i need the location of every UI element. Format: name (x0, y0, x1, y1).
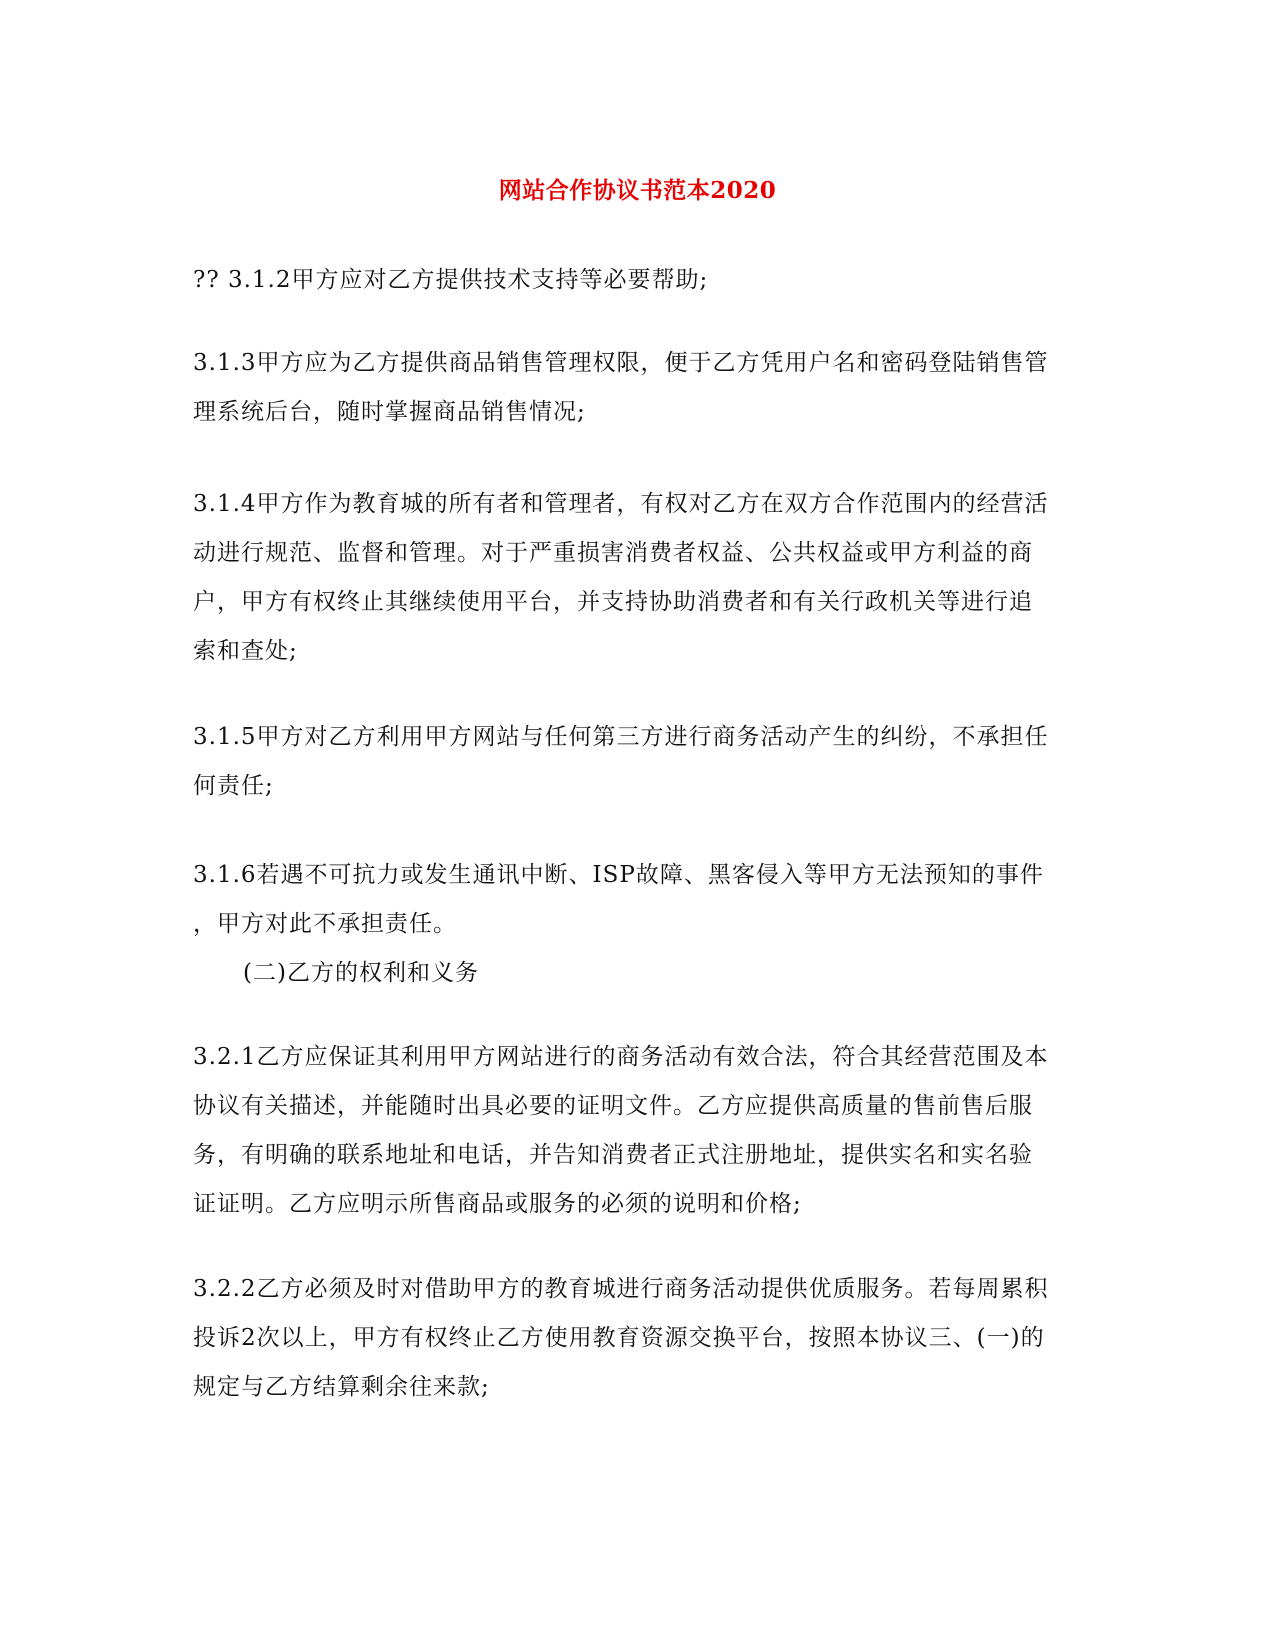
paragraph-line: 协议有关描述，并能随时出具必要的证明文件。乙方应提供高质量的售前售后服 (193, 1093, 1033, 1119)
paragraph-line: 务，有明确的联系地址和电话，并告知消费者正式注册地址，提供实名和实名验 (193, 1142, 1033, 1168)
paragraph-line: 3.2.1乙方应保证其利用甲方网站进行的商务活动有效合法，符合其经营范围及本 (193, 1044, 1049, 1070)
paragraph-3-1-2 (193, 256, 1083, 305)
paragraph-line: 规定与乙方结算剩余往来款; (193, 1374, 490, 1400)
paragraph-line: 动进行规范、监督和管理。对于严重损害消费者权益、公共权益或甲方利益的商 (193, 540, 1033, 566)
paragraph-3-2-1 (193, 1033, 1083, 1229)
paragraph-line: ?? 3.1.2甲方应对乙方提供技术支持等必要帮助; (193, 267, 709, 293)
paragraph-line: 3.1.3甲方应为乙方提供商品销售管理权限，便于乙方凭用户名和密码登陆销售管 (193, 350, 1049, 376)
paragraph-line: 3.1.6若遇不可抗力或发生通讯中断、ISP故障、黑客侵入等甲方无法预知的事件 (193, 862, 1044, 888)
paragraph-3-2-2 (193, 1265, 1083, 1412)
paragraph-3-1-3 (193, 339, 1083, 437)
paragraph-line: 户，甲方有权终止其继续使用平台，并支持协助消费者和有关行政机关等进行追 (193, 589, 1033, 615)
paragraph-line: 证证明。乙方应明示所售商品或服务的必须的说明和价格; (193, 1191, 802, 1217)
paragraph-line: 3.1.4甲方作为教育城的所有者和管理者，有权对乙方在双方合作范围内的经营活 (193, 491, 1049, 517)
paragraph-3-1-6 (193, 851, 1083, 998)
document-title: 网站合作协议书范本2020 (498, 177, 777, 204)
section-heading: (二)乙方的权利和义务 (243, 960, 479, 986)
paragraph-3-1-4 (193, 480, 1083, 676)
paragraph-line: 何责任; (193, 773, 274, 799)
paragraph-line: 投诉2次以上，甲方有权终止乙方使用教育资源交换平台，按照本协议三、(一)的 (193, 1325, 1045, 1351)
paragraph-line: 理系统后台，随时掌握商品销售情况; (193, 399, 586, 425)
paragraph-3-1-5 (193, 713, 1083, 811)
paragraph-line: ，甲方对此不承担责任。 (193, 911, 457, 937)
paragraph-line: 索和查处; (193, 638, 298, 664)
paragraph-line: 3.1.5甲方对乙方利用甲方网站与任何第三方进行商务活动产生的纠纷，不承担任 (193, 724, 1049, 750)
paragraph-line: 3.2.2乙方必须及时对借助甲方的教育城进行商务活动提供优质服务。若每周累积 (193, 1276, 1049, 1302)
